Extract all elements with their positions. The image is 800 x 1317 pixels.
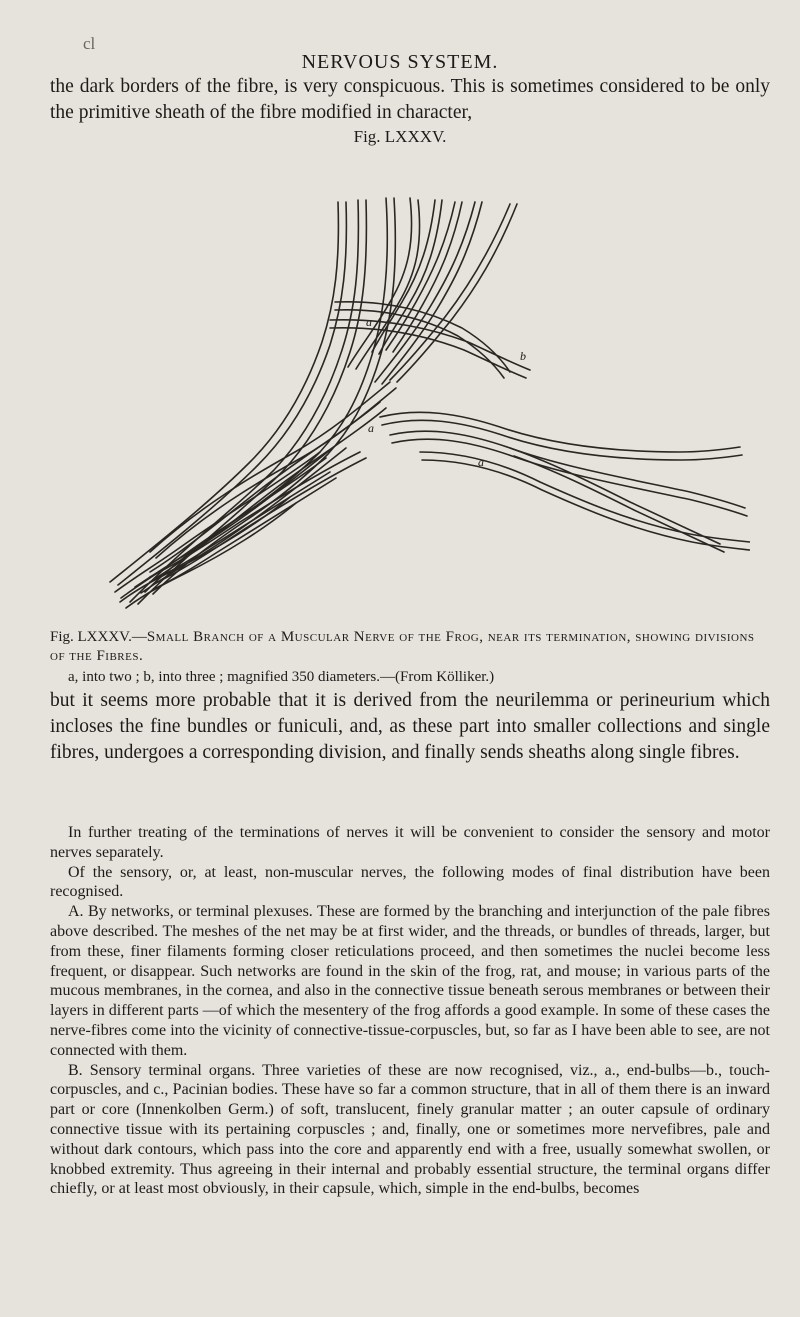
small-text-block xyxy=(50,823,770,1199)
caption-title: Small Branch of a Muscular Nerve of the Frog, near its termination, showing divisions of the Fibres. xyxy=(50,629,755,664)
fig-letter-a-mid: a xyxy=(368,421,374,435)
paragraph-small-2: Of the sensory, or, at least, non-muscular nerves, the following modes of final distribution have been recognised. xyxy=(50,863,770,901)
fig-letter-a-right: a xyxy=(478,455,484,469)
paragraph-large: but it seems more probable that it is derived from the neurilemma or perineurium which incloses the fine bundles or funiculi, and, as these part into smaller collections and single fibres, undergoes a corresponding division, and finally sends sheaths along single fibres. xyxy=(50,690,770,763)
figure-label: Fig. LXXXV. xyxy=(353,127,447,146)
nerve-branch-illustration xyxy=(90,152,750,630)
fig-letter-a-top: a xyxy=(366,315,372,329)
fig-letter-b: b xyxy=(520,349,526,363)
paragraph-small-3: A. By networks, or terminal plexuses. These are formed by the branching and interjunction of the pale fibres above described. The meshes of the net may be at first wider, and the threads, or bundles of threads, larger, but from these, finer filaments forming closer reticulations proceed, and then sometimes the nuclei become less frequent, or disappear. Such networks are found in the skin of the frog, rat, and mouse; in various parts of the mucous membranes, in the cornea, and also in the connective tissue beneath serous membranes or between their layers in different parts —of which the mesentery of the frog affords a good example. In some of these cases the nerve-fibres come into the vicinity of connective-tissue-corpuscles, but, so far as I have been able to see, are not connected with them. xyxy=(50,903,770,1059)
running-head: NERVOUS SYSTEM. xyxy=(301,51,499,73)
paragraph-small-4: B. Sensory terminal organs. Three varieties of these are now recognised, viz., a., end-bulbs—b., touch-corpuscles, and c., Pacinian bodies. These have so far a common structure, that in all of them there is an inward part or core (Innenkolben Germ.) of soft, translucent, finely granular matter ; an outer capsule of ordinary connective tissue with its pertaining corpuscles ; and, finally, one or sometimes more nervefibres, pale and without dark contours, which pass into the core and apparently end with a free, usually somewhat swollen, or knobbed extremity. Thus agreeing in their internal and probably essential structure, the terminal organs differ chiefly, or at least most obviously, in their capsule, which, simple in the end-bulbs, becomes xyxy=(50,1061,770,1198)
page-number: cl xyxy=(83,34,96,53)
paragraph-small-1: In further treating of the terminations of nerves it will be convenient to consider the sensory and motor nerves separately. xyxy=(50,824,770,861)
figure-caption xyxy=(50,628,770,687)
caption-detail: a, into two ; b, into three ; magnified 350 diameters.—(From Kölliker.) xyxy=(68,669,495,685)
caption-prefix: Fig. LXXXV.— xyxy=(50,629,147,645)
intro-text: the dark borders of the fibre, is very conspicuous. This is sometimes considered to be only the primitive sheath of the fibre modified in character, xyxy=(50,76,770,123)
